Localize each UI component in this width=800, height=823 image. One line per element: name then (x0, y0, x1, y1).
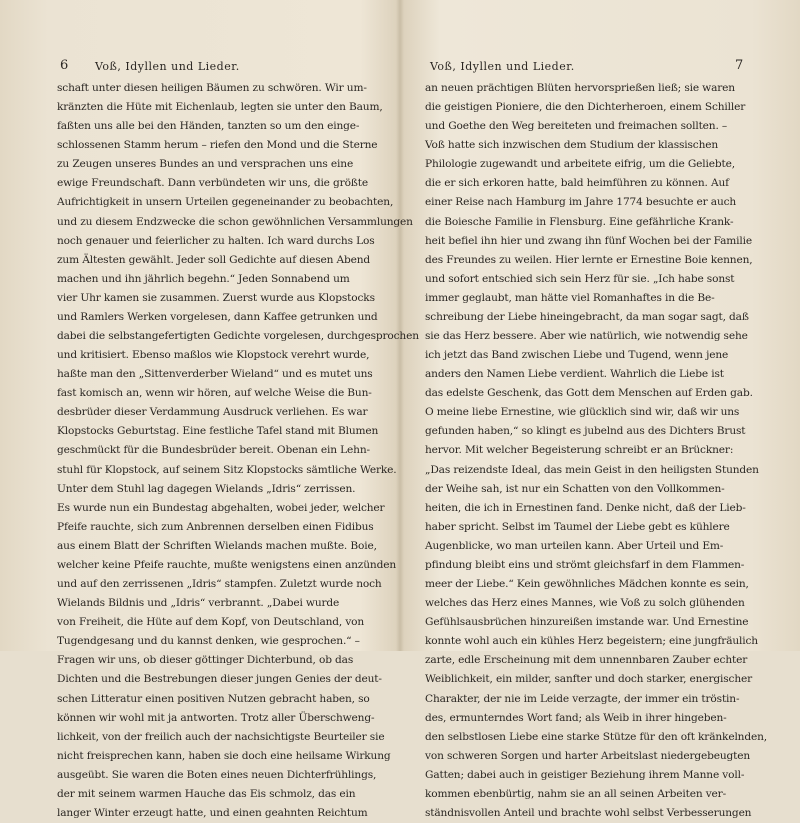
text-line: Charakter, der nie im Leide verzagte, der immer ein tröstin- (425, 692, 740, 705)
left-page-body (57, 79, 419, 823)
text-line: welcher keine Pfeife rauchte, mußte wenigstens einen anzünden (57, 558, 396, 571)
left-page-header (0, 58, 400, 74)
text-line: Unter dem Stuhl lag dagegen Wielands „Idris“ zerrissen. (57, 482, 356, 495)
right-page-number: 7 (735, 58, 744, 73)
text-line: und kritisiert. Ebenso maßlos wie Klopstock verehrt wurde, (57, 349, 370, 362)
text-line: die geistigen Pioniere, die den Dichterheroen, einem Schiller (425, 101, 746, 114)
text-line: hervor. Mit welcher Begeisterung schreibt er an Brückner: (425, 444, 734, 457)
text-line: des Freundes zu weilen. Hier lernte er Ernestine Boie kennen, (425, 253, 753, 266)
text-line: die Boiesche Familie in Flensburg. Eine gefährliche Krank- (425, 215, 734, 228)
text-line: schreibung der Liebe hineingebracht, da man sogar sagt, daß (425, 310, 749, 323)
text-line: machen und ihn jährlich begehn.“ Jeden Sonnabend um (57, 272, 350, 285)
text-line: zu Zeugen unseres Bundes an und versprachen uns eine (57, 158, 354, 171)
text-line: immer geglaubt, man hätte viel Romanhaftes in die Be- (425, 291, 715, 304)
text-line: ewige Freundschaft. Dann verbündeten wir uns, die größte (57, 177, 368, 190)
text-line: kommen ebenbürtig, nahm sie an all seinen Arbeiten ver- (425, 787, 727, 800)
text-line: Philologie zugewandt und arbeitete eifrig, um die Geliebte, (425, 158, 735, 171)
text-line: aus einem Blatt der Schriften Wielands machen mußte. Boie, (57, 539, 377, 552)
text-line: desbrüder dieser Verdammung Ausdruck verliehen. Es war (57, 406, 368, 419)
text-line: von Freiheit, die Hüte auf dem Kopf, von Deutschland, von (57, 616, 365, 629)
text-line: den selbstlosen Liebe eine starke Stütze für den oft kränkelnden, (425, 730, 767, 743)
text-line: das edelste Geschenk, das Gott dem Menschen auf Erden gab. (425, 387, 753, 400)
text-line: „Das reizendste Ideal, das mein Geist in den heiligsten Stunden (425, 463, 759, 476)
text-line: der mit seinem warmen Hauche das Eis schmolz, das ein (57, 787, 356, 800)
text-line: und Ramlers Werken vorgelesen, dann Kaffee getrunken und (57, 310, 378, 323)
text-line: vier Uhr kamen sie zusammen. Zuerst wurde aus Klopstocks (57, 291, 375, 304)
text-line: fast komisch an, wenn wir hören, auf welche Weise die Bun- (57, 387, 372, 400)
text-line: schlossenen Stamm herum – riefen den Mond und die Sterne (57, 139, 378, 152)
text-line: und zu diesem Endzwecke die schon gewöhnlichen Versammlungen (57, 215, 413, 228)
left-running-head: Voß, Idyllen und Lieder. (95, 60, 240, 73)
text-line: und sofort entschied sich sein Herz für sie. „Ich habe sonst (425, 272, 735, 285)
text-line: des, ermunterndes Wort fand; als Weib in ihrer hingeben- (425, 711, 727, 724)
text-line: und auf den zerrissenen „Idris“ stampfen. Zuletzt wurde noch (57, 578, 382, 591)
right-page-header (400, 58, 800, 74)
right-page (400, 0, 800, 819)
text-line: Gefühlsausbrüchen hinzureißen imstande war. Und Ernestine (425, 616, 749, 629)
text-line: lichkeit, von der freilich auch der nachsichtigste Beurteiler sie (57, 730, 385, 743)
text-line: faßten uns alle bei den Händen, tanzten so um den einge- (57, 120, 360, 133)
text-line: sie das Herz bessere. Aber wie natürlich, wie notwendig sehe (425, 330, 748, 343)
text-line: nicht freisprechen kann, haben sie doch eine heilsame Wirkung (57, 749, 391, 762)
text-line: welches das Herz eines Mannes, wie Voß zu solch glühenden (425, 597, 745, 610)
left-page-number: 6 (60, 58, 69, 73)
text-line: ständnisvollen Anteil und brachte wohl selbst Verbesserungen (425, 806, 752, 819)
text-line: Pfeife rauchte, sich zum Anbrennen derselben einen Fidibus (57, 520, 374, 533)
text-line: kränzten die Hüte mit Eichenlaub, legten sie unter den Baum, (57, 101, 383, 114)
text-line: Klopstocks Geburtstag. Eine festliche Tafel stand mit Blumen (57, 425, 379, 438)
text-line: Wielands Bildnis und „Idris“ verbrannt. „Dabei wurde (57, 597, 340, 610)
text-line: schaft unter diesen heiligen Bäumen zu schwören. Wir um- (57, 82, 367, 94)
text-line: einer Reise nach Hamburg im Jahre 1774 besuchte er auch (425, 196, 737, 209)
text-line: stuhl für Klopstock, auf seinem Sitz Klopstocks sämtliche Werke. (57, 463, 397, 476)
text-line: haßte man den „Sittenverderber Wieland“ und es mutet uns (57, 368, 373, 381)
text-line: Weiblichkeit, ein milder, sanfter und doch starker, energischer (425, 673, 753, 686)
text-line: zarte, edle Erscheinung mit dem unnennbaren Zauber echter (425, 654, 748, 667)
text-line: zum Ältesten gewählt. Jeder soll Gedichte auf diesen Abend (57, 253, 371, 266)
text-line: gefunden haben,“ so klingt es jubelnd aus des Dichters Brust (425, 425, 746, 438)
text-line: Es wurde nun ein Bundestag abgehalten, wobei jeder, welcher (57, 501, 385, 514)
text-line: pfindung bleibt eins und strömt gleichsfarf in dem Flammen- (425, 558, 745, 571)
text-line: dabei die selbstangefertigten Gedichte vorgelesen, durchgesprochen (57, 330, 419, 343)
text-line: und Goethe den Weg bereiteten und freimachen sollten. – (425, 120, 728, 133)
text-line: können wir wohl mit ja antworten. Trotz aller Überschweng- (57, 711, 375, 724)
text-line: meer der Liebe.“ Kein gewöhnliches Mädchen konnte es sein, (425, 578, 749, 591)
text-line: an neuen prächtigen Blüten hervorsprießen ließ; sie waren (425, 82, 735, 94)
text-line: von schweren Sorgen und harter Arbeitslast niedergebeugten (425, 749, 751, 762)
text-line: Tugendgesang und du kannst denken, wie gesprochen.“ – (57, 635, 360, 648)
text-line: noch genauer und feierlicher zu halten. Ich ward durchs Los (57, 234, 375, 247)
text-line: Gatten; dabei auch in geistiger Beziehung ihrem Manne voll- (425, 768, 745, 781)
text-line: Dichten und die Bestrebungen dieser jungen Genies der deut- (57, 673, 382, 686)
text-line: die er sich erkoren hatte, bald heimführen zu können. Auf (425, 177, 729, 190)
text-line: ausgeübt. Sie waren die Boten eines neuen Dichterfrühlings, (57, 768, 377, 781)
right-running-head: Voß, Idyllen und Lieder. (430, 60, 575, 73)
text-line: geschmückt für die Bundesbrüder bereit. Obenan ein Lehn- (57, 444, 370, 457)
text-line: heit befiel ihn hier und zwang ihn fünf Wochen bei der Familie (425, 234, 752, 247)
text-line: Aufrichtigkeit in unsern Urteilen gegeneinander zu beobachten, (57, 196, 394, 209)
text-line: Fragen wir uns, ob dieser göttinger Dichterbund, ob das (57, 654, 354, 667)
right-page-body (425, 79, 767, 823)
text-line: haber spricht. Selbst im Taumel der Liebe gebt es kühlere (425, 520, 730, 533)
text-line: anders den Namen Liebe verdient. Wahrlich die Liebe ist (425, 368, 724, 381)
text-line: langer Winter erzeugt hatte, und einen geahnten Reichtum (57, 806, 368, 819)
text-line: O meine liebe Ernestine, wie glücklich sind wir, daß wir uns (425, 406, 740, 419)
text-line: Augenblicke, wo man urteilen kann. Aber Urteil und Em- (425, 539, 724, 552)
text-line: konnte wohl auch ein kühles Herz begeistern; eine jungfräulich (425, 635, 758, 648)
text-line: der Weihe sah, ist nur ein Schatten von den Vollkommen- (425, 482, 725, 495)
text-line: ich jetzt das Band zwischen Liebe und Tugend, wenn jene (425, 349, 729, 362)
text-line: heiten, die ich in Ernestinen fand. Denke nicht, daß der Lieb- (425, 501, 746, 514)
text-line: schen Litteratur einen positiven Nutzen gebracht haben, so (57, 692, 370, 705)
text-line: Voß hatte sich inzwischen dem Studium der klassischen (425, 139, 719, 152)
